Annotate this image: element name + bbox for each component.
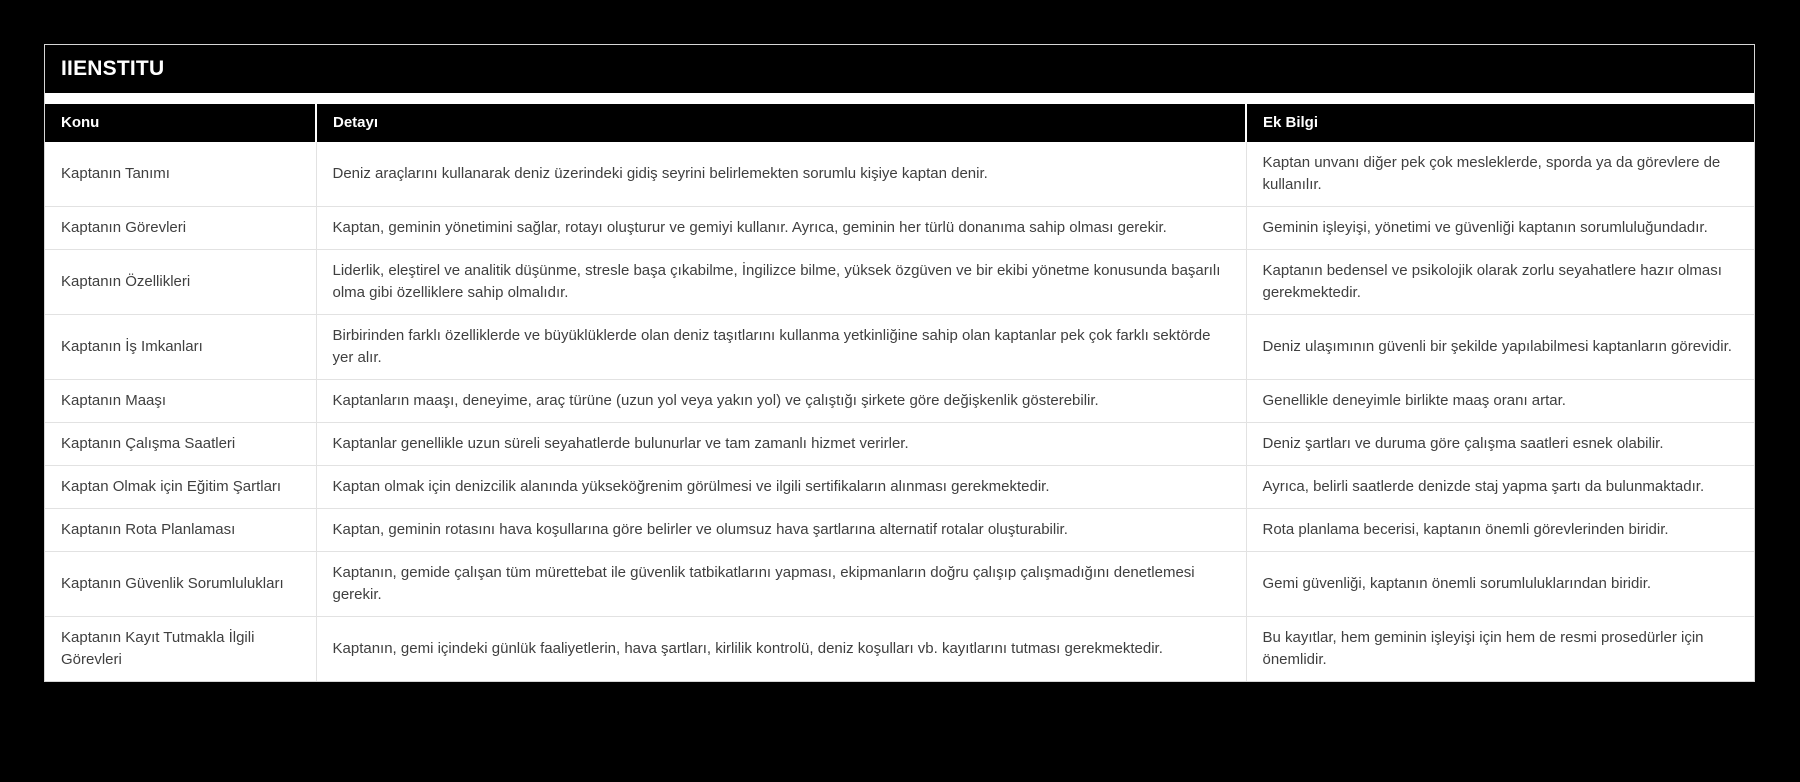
table-row bbox=[45, 552, 1754, 617]
table-row bbox=[45, 509, 1754, 552]
cell-konu: Kaptanın Rota Planlaması bbox=[45, 509, 316, 552]
cell-detay: Kaptanlar genellikle uzun süreli seyahatlerde bulunurlar ve tam zamanlı hizmet verirler. bbox=[316, 423, 1246, 466]
cell-konu: Kaptanın Kayıt Tutmakla İlgili Görevleri bbox=[45, 617, 316, 682]
table-row bbox=[45, 617, 1754, 682]
cell-konu: Kaptanın Özellikleri bbox=[45, 250, 316, 315]
table-header-row bbox=[45, 104, 1754, 142]
column-header-ek-bilgi: Ek Bilgi bbox=[1246, 104, 1754, 142]
cell-detay: Kaptan olmak için denizcilik alanında yükseköğrenim görülmesi ve ilgili sertifikaların alınması gerekmektedir. bbox=[316, 466, 1246, 509]
cell-detay: Kaptan, geminin rotasını hava koşullarına göre belirler ve olumsuz hava şartlarına alternatif rotalar oluşturabilir. bbox=[316, 509, 1246, 552]
column-header-konu: Konu bbox=[45, 104, 316, 142]
cell-konu: Kaptanın Tanımı bbox=[45, 142, 316, 207]
info-table bbox=[45, 104, 1754, 681]
cell-ek-bilgi: Geminin işleyişi, yönetimi ve güvenliği kaptanın sorumluluğundadır. bbox=[1246, 207, 1754, 250]
cell-konu: Kaptanın Çalışma Saatleri bbox=[45, 423, 316, 466]
cell-detay: Birbirinden farklı özelliklerde ve büyüklüklerde olan deniz taşıtlarını kullanma yetkinliğine sahip olan kaptanlar pek çok farklı sektörde yer alır. bbox=[316, 315, 1246, 380]
column-header-detay: Detayı bbox=[316, 104, 1246, 142]
cell-konu: Kaptanın Maaşı bbox=[45, 380, 316, 423]
table-row bbox=[45, 423, 1754, 466]
cell-konu: Kaptan Olmak için Eğitim Şartları bbox=[45, 466, 316, 509]
cell-detay: Kaptanın, gemide çalışan tüm mürettebat ile güvenlik tatbikatlarını yapması, ekipmanların doğru çalışıp çalışmadığını denetlemesi gerekir. bbox=[316, 552, 1246, 617]
cell-detay: Kaptanların maaşı, deneyime, araç türüne (uzun yol veya yakın yol) ve çalıştığı şirkete göre değişkenlik gösterebilir. bbox=[316, 380, 1246, 423]
cell-ek-bilgi: Kaptanın bedensel ve psikolojik olarak zorlu seyahatlere hazır olması gerekmektedir. bbox=[1246, 250, 1754, 315]
table-row bbox=[45, 466, 1754, 509]
cell-detay: Liderlik, eleştirel ve analitik düşünme, stresle başa çıkabilme, İngilizce bilme, yüksek özgüven ve bir ekibi yönetme konusunda başarılı olma gibi özelliklere sahip olmalıdır. bbox=[316, 250, 1246, 315]
table-row bbox=[45, 207, 1754, 250]
table-row bbox=[45, 142, 1754, 207]
cell-detay: Kaptan, geminin yönetimini sağlar, rotayı oluşturur ve gemiyi kullanır. Ayrıca, geminin her türlü donanıma sahip olması gerekir. bbox=[316, 207, 1246, 250]
page-title: IIENSTITU bbox=[61, 57, 165, 80]
cell-detay: Kaptanın, gemi içindeki günlük faaliyetlerin, hava şartları, kirlilik kontrolü, deniz koşulları vb. kayıtlarını tutması gerekmektedir. bbox=[316, 617, 1246, 682]
cell-konu: Kaptanın Güvenlik Sorumlulukları bbox=[45, 552, 316, 617]
cell-ek-bilgi: Kaptan unvanı diğer pek çok mesleklerde, sporda ya da görevlere de kullanılır. bbox=[1246, 142, 1754, 207]
cell-ek-bilgi: Bu kayıtlar, hem geminin işleyişi için hem de resmi prosedürler için önemlidir. bbox=[1246, 617, 1754, 682]
table-row bbox=[45, 380, 1754, 423]
cell-ek-bilgi: Genellikle deneyimle birlikte maaş oranı artar. bbox=[1246, 380, 1754, 423]
table-row bbox=[45, 315, 1754, 380]
cell-ek-bilgi: Deniz şartları ve duruma göre çalışma saatleri esnek olabilir. bbox=[1246, 423, 1754, 466]
cell-ek-bilgi: Ayrıca, belirli saatlerde denizde staj yapma şartı da bulunmaktadır. bbox=[1246, 466, 1754, 509]
table-title-bar bbox=[45, 45, 1754, 93]
cell-ek-bilgi: Deniz ulaşımının güvenli bir şekilde yapılabilmesi kaptanların görevidir. bbox=[1246, 315, 1754, 380]
table-row bbox=[45, 250, 1754, 315]
cell-konu: Kaptanın Görevleri bbox=[45, 207, 316, 250]
table-card bbox=[44, 44, 1755, 682]
cell-ek-bilgi: Rota planlama becerisi, kaptanın önemli görevlerinden biridir. bbox=[1246, 509, 1754, 552]
cell-ek-bilgi: Gemi güvenliği, kaptanın önemli sorumluluklarından biridir. bbox=[1246, 552, 1754, 617]
cell-detay: Deniz araçlarını kullanarak deniz üzerindeki gidiş seyrini belirlemekten sorumlu kişiye kaptan denir. bbox=[316, 142, 1246, 207]
cell-konu: Kaptanın İş Imkanları bbox=[45, 315, 316, 380]
